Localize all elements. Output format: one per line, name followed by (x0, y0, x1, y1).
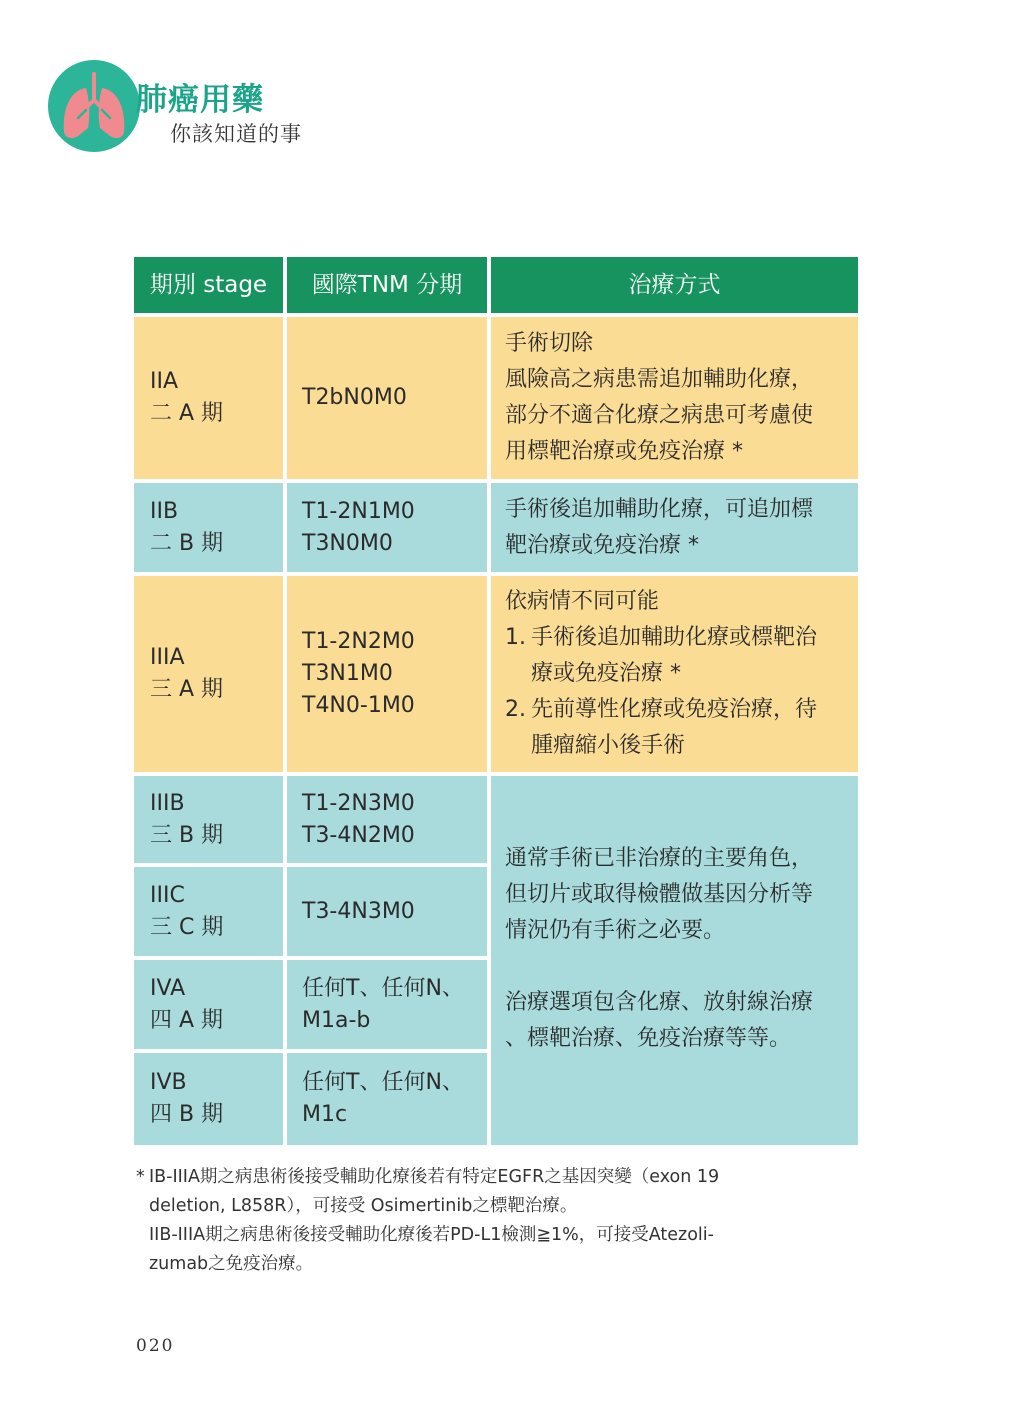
tnm-cell-ivb: 任何T、任何N、 M1c (287, 1053, 487, 1145)
lungs-icon (46, 58, 142, 154)
header-treatment: 治療方式 (491, 257, 858, 313)
footnote (136, 1163, 866, 1279)
book-title: 肺癌用藥 (136, 82, 264, 118)
stage-cell-ivb: IVB 四 B 期 (134, 1053, 283, 1145)
footnote-line: deletion, L858R），可接受 Osimertinib之標靶治療。 (149, 1196, 578, 1216)
stage-cell-iib: IIB 二 B 期 (134, 483, 283, 572)
header-stage: 期別 stage (134, 257, 283, 313)
treatment-cell-iia: 手術切除 風險高之病患需追加輔助化療， 部分不適合化療之病患可考慮使 用標靶治療或免疫治療 * (491, 317, 858, 479)
staging-table (134, 257, 858, 1145)
book-subtitle: 你該知道的事 (170, 122, 302, 146)
stage-cell-iia: IIA 二 A 期 (134, 317, 283, 479)
footnote-line: zumab之免疫治療。 (149, 1254, 314, 1274)
tnm-cell-iib: T1-2N1M0 T3N0M0 (287, 483, 487, 572)
tnm-cell-iiia: T1-2N2M0 T3N1M0 T4N0-1M0 (287, 576, 487, 772)
tnm-cell-iva: 任何T、任何N、 M1a-b (287, 960, 487, 1049)
stage-cell-iva: IVA 四 A 期 (134, 960, 283, 1049)
stage-cell-iiia: IIIA 三 A 期 (134, 576, 283, 772)
treatment-item-1: 1. 手術後追加輔助化療或標靶治 療或免疫治療 * (505, 625, 818, 686)
tnm-cell-iiic: T3-4N3M0 (287, 867, 487, 956)
treatment-cell-iib: 手術後追加輔助化療，可追加標 靶治療或免疫治療 * (491, 483, 858, 572)
footnote-line: IB-IIIA期之病患術後接受輔助化療後若有特定EGFR之基因突變（exon 19 (149, 1167, 720, 1187)
treatment-item-2: 2. 先前導性化療或免疫治療，待 腫瘤縮小後手術 (505, 697, 818, 758)
footnote-star: * (136, 1167, 145, 1187)
tnm-cell-iia: T2bN0M0 (287, 317, 487, 479)
treatment-cell-advanced: 通常手術已非治療的主要角色， 但切片或取得檢體做基因分析等 情況仍有手術之必要。 治療選項包含化療、放射線治療 、標靶治療、免疫治療等等。 (491, 776, 858, 1145)
footnote-line: IIB-IIIA期之病患術後接受輔助化療後若PD-L1檢測≧1%，可接受Atezoli- (149, 1225, 714, 1245)
header-tnm: 國際TNM 分期 (287, 257, 487, 313)
page-number: 020 (136, 1336, 175, 1356)
tnm-cell-iiib: T1-2N3M0 T3-4N2M0 (287, 776, 487, 863)
stage-cell-iiib: IIIB 三 B 期 (134, 776, 283, 863)
treatment-cell-iiia: 依病情不同可能 1. 手術後追加輔助化療或標靶治 療或免疫治療 * 2. 先前導性化療或免疫治療，待 腫瘤縮小後手術 (491, 576, 858, 772)
stage-cell-iiic: IIIC 三 C 期 (134, 867, 283, 956)
